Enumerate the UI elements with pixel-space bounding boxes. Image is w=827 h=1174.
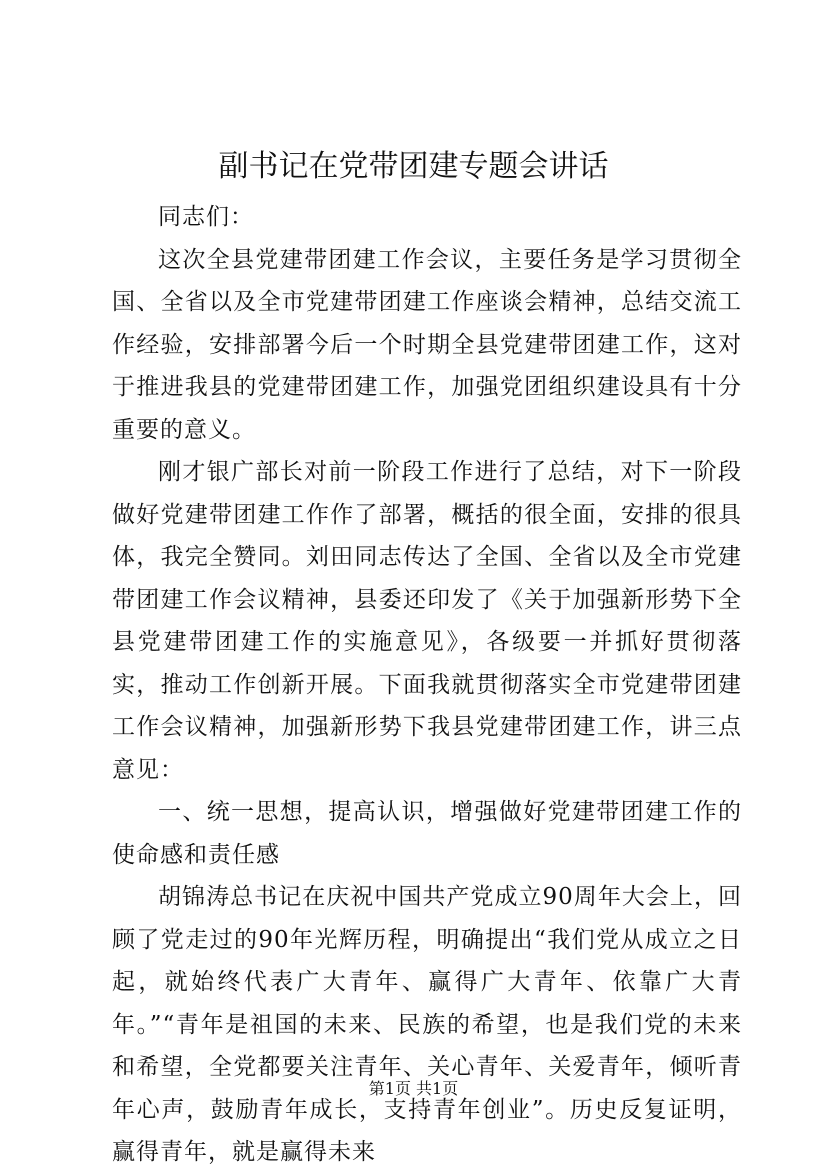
document-title: 副书记在党带团建专题会讲话: [218, 149, 609, 184]
body-paragraph-2: 刚才银广部长对前一阶段工作进行了总结，对下一阶段做好党建带团建工作作了部署，概括的很全面，安排的很具体，我完全赞同。刘田同志传达了全国、全省以及全市党建带团建工作会议精神，县委还印发了《关于加强新形势下全县党建带团建工作的实施意见》，各级要一并抓好贯彻落实，推动工作创新开展。下面我就贯彻落实全市党建带团建工作会议精神，加强新形势下我县党建带团建工作，讲三点意见：: [112, 459, 742, 783]
section-heading-1: 一、统一思想，提高认识，增强做好党建带团建工作的使命感和责任感: [112, 799, 742, 868]
document-body: [112, 196, 742, 1174]
page-number-footer: 第1页 共1页: [368, 1079, 459, 1098]
salutation-paragraph: 同志们：: [158, 204, 254, 230]
body-paragraph-1: 这次全县党建带团建工作会议，主要任务是学习贯彻全国、全省以及全市党建带团建工作座谈会精神，总结交流工作经验，安排部署今后一个时期全县党建带团建工作，这对于推进我县的党建带团建工作，加强党团组织建设具有十分重要的意义。: [112, 246, 742, 443]
body-paragraph-3: 胡锦涛总书记在庆祝中国共产党成立90周年大会上，回顾了党走过的90年光辉历程，明确提出“我们党从成立之日起，就始终代表广大青年、赢得广大青年、依靠广大青年。”“青年是祖国的未来、民族的希望，也是我们党的未来和希望，全党都要关注青年、关心青年、关爱青年，倾听青年心声，鼓励青年成长，支持青年创业”。历史反复证明，赢得青年，就是赢得未来: [112, 884, 742, 1165]
